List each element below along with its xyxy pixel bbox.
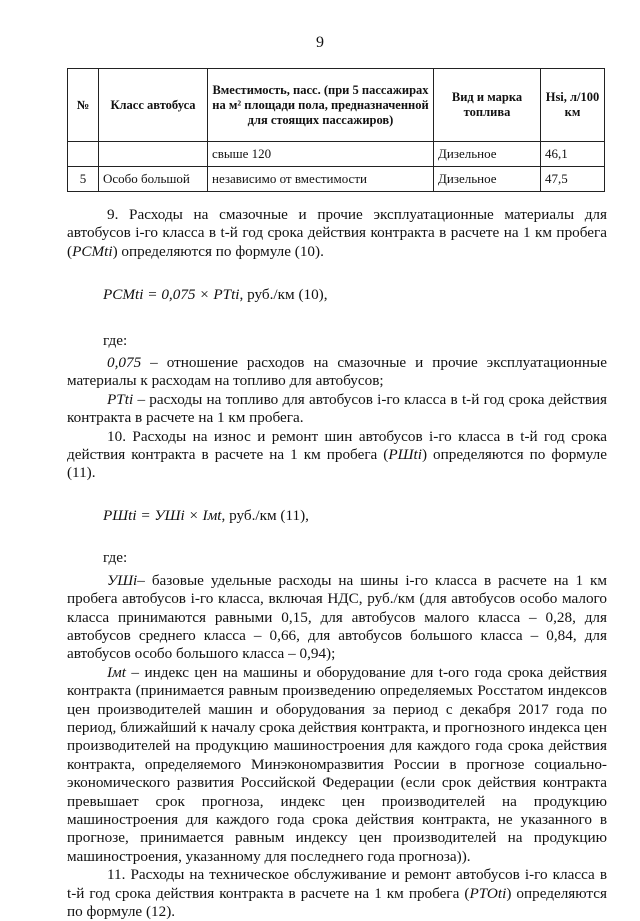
formula-lhs: PСМti	[103, 286, 144, 304]
cell-fuel: Дизельное	[434, 142, 541, 167]
cell-capacity: независимо от вместимости	[208, 167, 434, 192]
paragraph-9	[67, 206, 607, 261]
paragraph-11	[67, 866, 607, 921]
definition-text: – базовые удельные расходы на шины i-го класса в расчете на 1 км пробега автобусов i-го класса, включая НДС, руб./км (для автобусов особо малого класса принимаются равными 0,15, для автобусов малого класса – 0,28, для автобусов среднего класса – 0,66, для автобусов большого класса – 0,84, для автобусов особо большого класса – 0,94);	[67, 571, 607, 663]
where-label: где:	[103, 549, 128, 567]
formula-10	[67, 286, 607, 304]
definition-pt	[67, 391, 607, 428]
definition-im	[67, 664, 607, 866]
page-number: 9	[316, 34, 324, 51]
paragraph-text: ) определяются по формуле (12).	[67, 884, 607, 920]
symbol-coefficient: 0,075	[107, 354, 142, 372]
symbol-p-sh: PШti	[388, 446, 422, 464]
formula-rhs: = 0,075 × PTti	[147, 286, 240, 304]
symbol-u-sh: УШi	[107, 571, 138, 589]
cell-fuel: Дизельное	[434, 167, 541, 192]
table-row	[68, 167, 605, 192]
header-fuel: Вид и марка топлива	[434, 69, 541, 142]
formula-11	[67, 507, 607, 525]
cell-hs: 47,5	[541, 167, 605, 192]
cell-class: Особо большой	[99, 167, 208, 192]
paragraph-10	[67, 428, 607, 483]
header-hs: Hsi, л/100 км	[541, 69, 605, 142]
definition-text: – расходы на топливо для автобусов i-го класса в t-й год срока действия контракта в расчете на 1 км пробега.	[67, 390, 607, 427]
definition-text: – отношение расходов на смазочные и прочие эксплуатационные материалы к расходам на топливо для автобусов;	[67, 354, 607, 390]
paragraph-text: ) определяются по формуле (11).	[67, 446, 607, 482]
paragraph-text: 10. Расходы на износ и ремонт шин автобусов i-го класса в t-й год срока действия контракта в расчете на 1 км пробега (	[67, 427, 607, 464]
definition-0075	[67, 354, 607, 391]
paragraph-text: ) определяются по формуле (10).	[112, 242, 324, 260]
header-bus-class: Класс автобуса	[99, 69, 208, 142]
table-header-row	[68, 69, 605, 142]
cell-capacity: свыше 120	[208, 142, 434, 167]
formula-tail: , руб./км (10),	[239, 286, 328, 304]
where-label: где:	[103, 331, 128, 349]
formula-lhs: PШti	[103, 506, 137, 524]
cell-num	[68, 142, 99, 167]
cell-hs: 46,1	[541, 142, 605, 167]
symbol-p-to: PTOti	[469, 884, 507, 902]
document-body	[67, 206, 607, 921]
definition-ush	[67, 572, 607, 664]
cell-class	[99, 142, 208, 167]
fuel-norms-table	[67, 68, 605, 192]
header-num: №	[68, 69, 99, 142]
formula-rhs: = УШi × Iмt	[140, 506, 222, 524]
symbol-i-m: Iмt	[107, 663, 126, 681]
symbol-p-t: PTti	[107, 390, 134, 408]
symbol-p-sm: PСМti	[72, 242, 113, 260]
definition-text: – индекс цен на машины и оборудование для t-ого года срока действия контракта (принимается равным произведению определяемых Росстатом индексов цен производителей машин и оборудования за период с декабря 2017 года по период, ближайший к началу срока действия контракта, и прогнозного индекса цен производителей на продукцию машиностроения для каждого года срока действия контракта, определяемого Минэкономразвития России в прогнозе социально-экономического развития Российской Федерации (если срок действия контракта превышает срок прогноза, индекс цен производителей на продукцию машиностроения для каждого года срока действия контракта, не указанного в прогнозе, принимается равным индексу цен производителей на продукцию машиностроения, указанному для последнего года прогноза)).	[67, 663, 607, 865]
cell-num: 5	[68, 167, 99, 192]
formula-tail: , руб./км (11),	[221, 506, 309, 524]
table-row	[68, 142, 605, 167]
header-capacity: Вместимость, пасс. (при 5 пассажирах на м² площади пола, предназначенной для стоящих пассажиров)	[208, 69, 434, 142]
paragraph-text: 11. Расходы на техническое обслуживание и ремонт автобусов i-го класса в t-й год срока действия контракта в расчете на 1 км пробега (	[67, 866, 607, 902]
paragraph-text: 9. Расходы на смазочные и прочие эксплуатационные материалы для автобусов i-го класса в t-й год срока действия контракта в расчете на 1 км пробега (	[67, 206, 607, 260]
